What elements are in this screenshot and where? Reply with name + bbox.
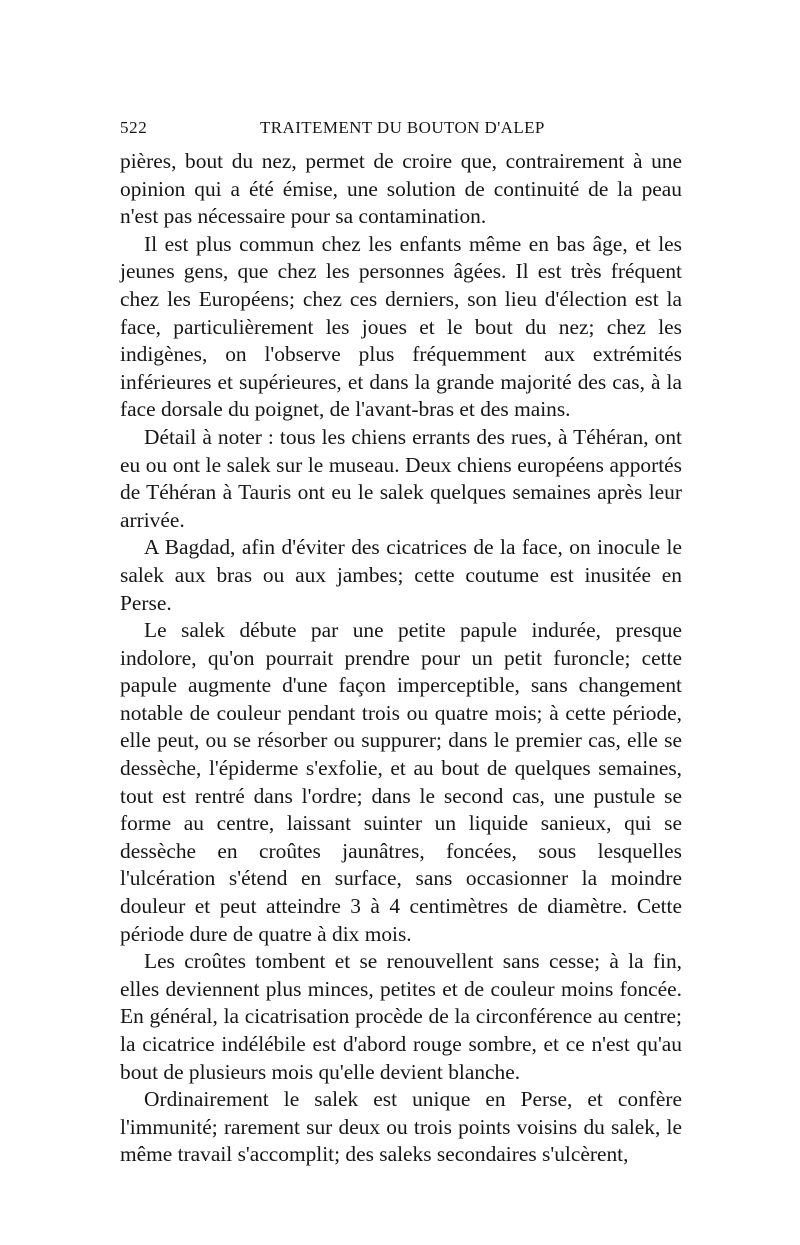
body-text — [120, 148, 682, 1169]
paragraph-evolution: Le salek débute par une petite papule indurée, presque indolore, qu'on pourrait prendre pour un petit furoncle; cette papule augmente d'une façon imperceptible, sans changement notable de couleur pendant trois ou quatre mois; à cette période, elle peut, ou se résorber ou suppurer; dans le premier cas, elle se dessèche, l'épiderme s'exfolie, et au bout de quelques semaines, tout est rentré dans l'ordre; dans le second cas, une pustule se forme au centre, laissant suinter un liquide sanieux, qui se dessèche en croûtes jaunâtres, foncées, sous lesquelles l'ulcération s'étend en surface, sans occasionner la moindre douleur et peut atteindre 3 à 4 centimètres de diamètre. Cette période dure de quatre à dix mois. — [120, 618, 682, 946]
paragraph-crusts: Les croûtes tombent et se renouvellent sans cesse; à la fin, elles deviennent plus minces, petites et de couleur moins foncée. En général, la cicatrisation procède de la circonférence au centre; la cicatrice indélébile est d'abord rouge sombre, et ce n'est qu'au bout de plusieurs mois qu'elle devient blanche. — [120, 949, 682, 1084]
running-title: TRAITEMENT DU BOUTON D'ALEP — [260, 118, 545, 137]
paragraph-bagdad: A Bagdad, afin d'éviter des cicatrices de la face, on inocule le salek aux bras ou aux jambes; cette coutume est inusitée en Perse. — [120, 535, 682, 615]
book-page — [120, 108, 682, 1169]
running-head — [120, 108, 682, 148]
paragraph-continuation: pières, bout du nez, permet de croire que, contrairement à une opinion qui a été émise, une solution de continuité de la peau n'est pas nécessaire pour sa contamination. — [120, 149, 682, 229]
paragraph-age-and-location: Il est plus commun chez les enfants même en bas âge, et les jeunes gens, que chez les personnes âgées. Il est très fréquent chez les Européens; chez ces derniers, son lieu d'élection est la face, particulièrement les joues et le bout du nez; chez les indigènes, on l'observe plus fréquemment aux extrémités inférieures et supérieures, et dans la grande majorité des cas, à la face dorsale du poignet, de l'avant-bras et des mains. — [120, 231, 682, 422]
paragraph-dogs: Détail à noter : tous les chiens errants des rues, à Téhéran, ont eu ou ont le salek sur le museau. Deux chiens européens apportés de Téhéran à Tauris ont eu le salek quelques semaines après leur arrivée. — [120, 424, 682, 532]
page-number: 522 — [120, 118, 148, 137]
paragraph-immunity: Ordinairement le salek est unique en Perse, et confère l'immunité; rarement sur deux ou trois points voisins du salek, le même travail s'accomplit; des saleks secondaires s'ulcèrent, — [120, 1087, 682, 1167]
